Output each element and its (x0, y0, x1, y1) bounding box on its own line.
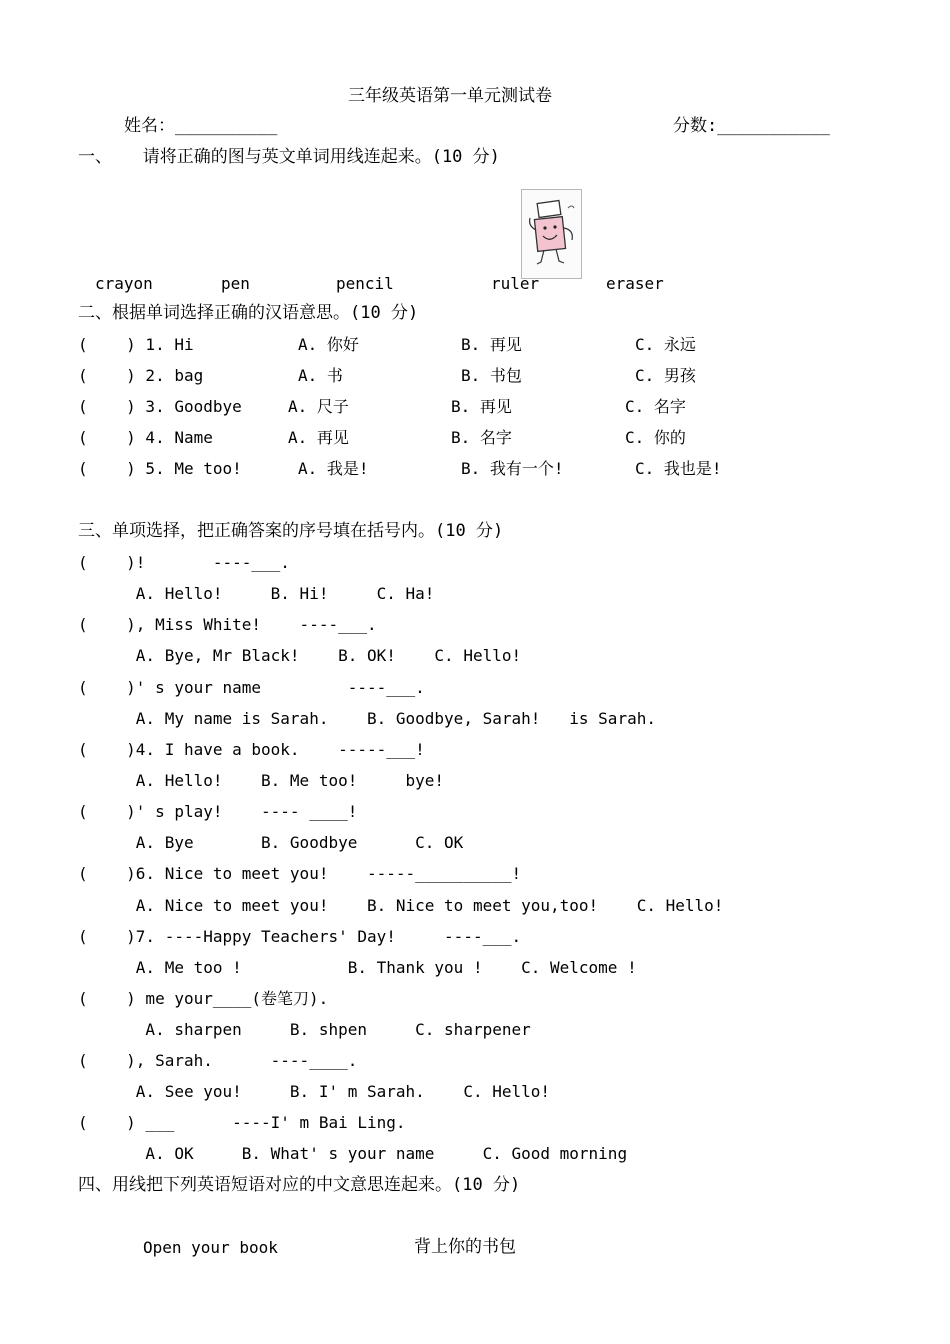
s2-option-b: B. 再见 (461, 335, 522, 354)
s2-option-a: A. 尺子 (288, 397, 349, 416)
phrase-english: Open your book (143, 1238, 278, 1257)
section1-heading: 一、 请将正确的图与英文单词用线连起来。(10 分) (78, 147, 500, 167)
s3-line: ( ), Miss White! ----___. (78, 615, 377, 634)
word-crayon: crayon (95, 274, 153, 293)
word-eraser: eraser (606, 274, 664, 293)
s2-option-b: B. 书包 (461, 366, 522, 385)
s2-option-a: A. 我是! (298, 459, 369, 478)
s3-line: A. Nice to meet you! B. Nice to meet you,too! C. Hello! (78, 896, 724, 915)
s2-option-c: C. 男孩 (635, 366, 696, 385)
s2-option-c: C. 你的 (625, 428, 686, 447)
s3-line: A. Hello! B. Me too! bye! (78, 771, 445, 790)
eraser-character-icon (522, 190, 581, 278)
s2-option-b: B. 我有一个! (461, 459, 564, 478)
s3-line: ( )' s play! ---- ____! (78, 802, 358, 821)
s3-line: ( )4. I have a book. -----___! (78, 740, 425, 759)
s3-line: A. See you! B. I' m Sarah. C. Hello! (78, 1082, 551, 1101)
score-field: 分数:___________ (673, 116, 830, 136)
s3-line: A. Bye, Mr Black! B. OK! C. Hello! (78, 646, 522, 665)
s2-question-4: ( ) 4. Name (78, 428, 213, 447)
s3-line: ( ), Sarah. ----____. (78, 1051, 358, 1070)
s2-question-1: ( ) 1. Hi (78, 335, 194, 354)
s2-option-a: A. 书 (298, 366, 343, 385)
s2-question-5: ( ) 5. Me too! (78, 459, 242, 478)
s2-question-3: ( ) 3. Goodbye (78, 397, 242, 416)
s2-option-c: C. 名字 (625, 397, 686, 416)
s2-option-c: C. 永远 (635, 335, 696, 354)
name-field: 姓名：__________ (124, 116, 278, 136)
s3-line: A. Hello! B. Hi! C. Ha! (78, 584, 435, 603)
s2-option-b: B. 名字 (451, 428, 512, 447)
s3-line: ( )' s your name ----___. (78, 678, 425, 697)
s3-line: ( )6. Nice to meet you! -----__________! (78, 864, 522, 883)
s3-line: A. sharpen B. shpen C. sharpener (78, 1020, 531, 1039)
s2-question-2: ( ) 2. bag (78, 366, 204, 385)
word-ruler: ruler (491, 274, 540, 293)
s3-line: A. OK B. What' s your name C. Good morning (78, 1144, 628, 1163)
section4-heading: 四、用线把下列英语短语对应的中文意思连起来。(10 分) (78, 1175, 521, 1195)
section2-heading: 二、根据单词选择正确的汉语意思。(10 分) (78, 303, 419, 323)
s3-line: ( ) me your____(卷笔刀). (78, 989, 329, 1008)
page-title: 三年级英语第一单元测试卷 (348, 86, 552, 106)
section3-heading: 三、单项选择，把正确答案的序号填在括号内。(10 分) (78, 521, 504, 541)
s3-line: ( )! ----___. (78, 553, 290, 572)
s3-line: A. Bye B. Goodbye C. OK (78, 833, 464, 852)
s3-line: A. Me too ! B. Thank you ! C. Welcome ! (78, 958, 637, 977)
word-pen: pen (221, 274, 250, 293)
s2-option-a: A. 你好 (298, 335, 359, 354)
phrase-chinese: 背上你的书包 (414, 1237, 516, 1257)
s3-line: ( )7. ----Happy Teachers' Day! ----___. (78, 927, 522, 946)
eraser-picture (521, 189, 582, 279)
s3-line: A. My name is Sarah. B. Goodbye, Sarah! is Sarah. (78, 709, 656, 728)
s2-option-b: B. 再见 (451, 397, 512, 416)
word-pencil: pencil (336, 274, 394, 293)
s3-line: ( ) ___ ----I' m Bai Ling. (78, 1113, 406, 1132)
s2-option-a: A. 再见 (288, 428, 349, 447)
s2-option-c: C. 我也是! (635, 459, 722, 478)
